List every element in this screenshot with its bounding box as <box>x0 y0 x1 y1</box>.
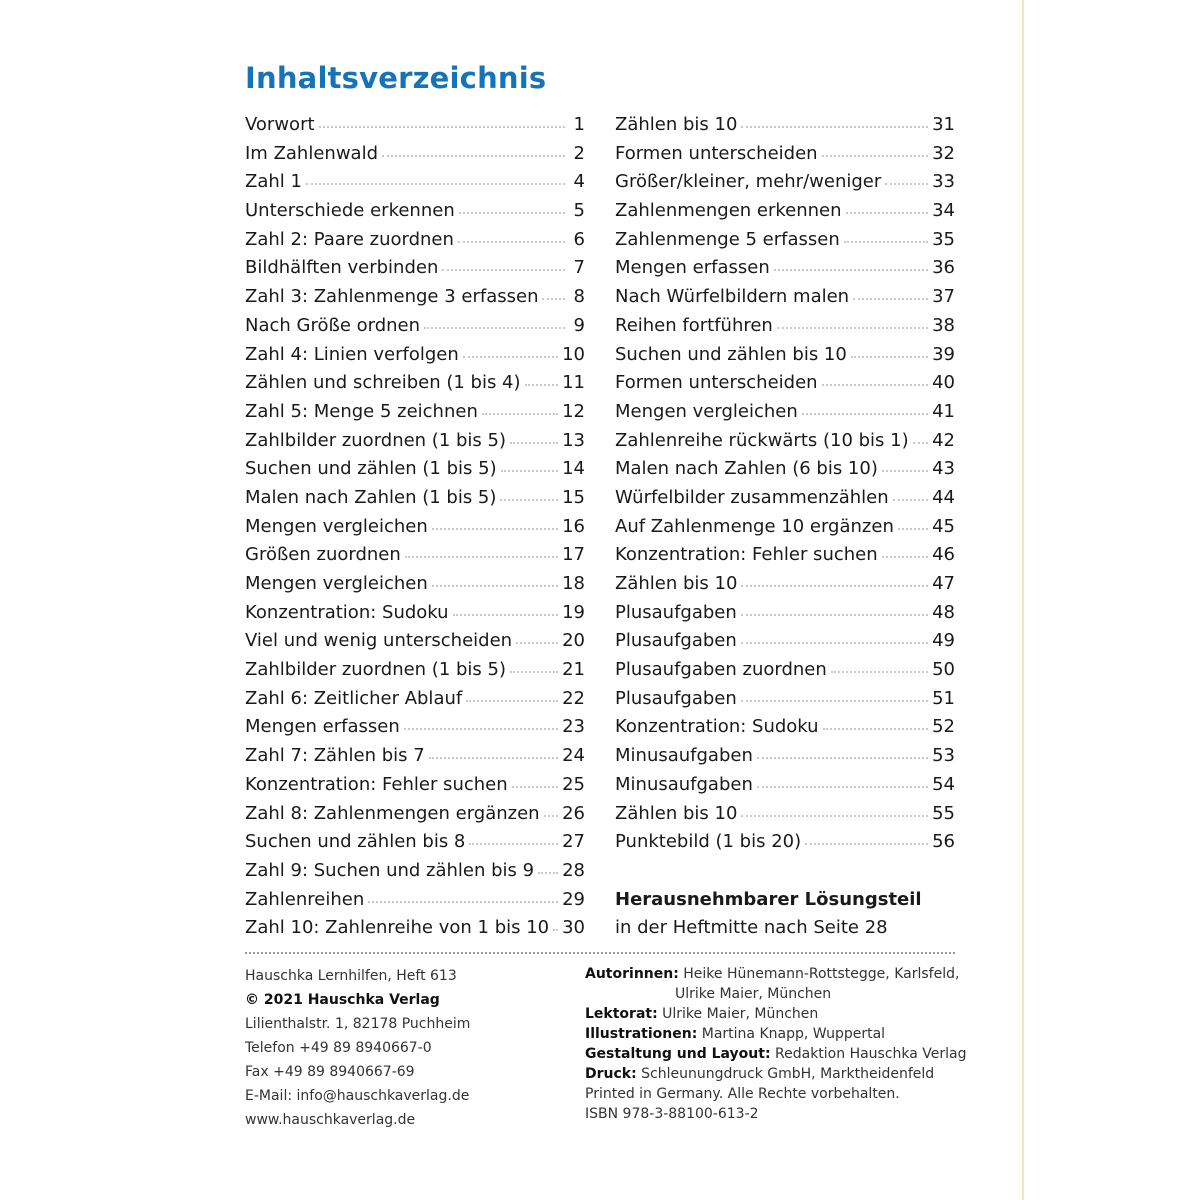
toc-leader-dots <box>757 756 928 759</box>
toc-column-right <box>615 114 955 946</box>
toc-leader-dots <box>525 383 559 386</box>
toc-entry-label: Konzentration: Fehler suchen <box>615 544 878 566</box>
toc-entry-label: Zahlbilder zuordnen (1 bis 5) <box>245 429 507 451</box>
toc-entry <box>245 372 585 401</box>
toc-entry-page: 1 <box>573 114 585 135</box>
toc-entry-page: 56 <box>932 831 955 853</box>
toc-leader-dots <box>741 125 928 128</box>
credits <box>585 964 967 1132</box>
toc-entry <box>245 745 585 774</box>
editor-key: Lektorat: <box>585 1005 658 1022</box>
toc-entry <box>245 229 585 258</box>
toc-entry <box>245 831 585 860</box>
solution-heading: Herausnehmbarer Lösungsteil <box>615 888 922 910</box>
toc-entry <box>615 659 955 688</box>
toc-entry-label: Bildhälften verbinden <box>245 257 439 279</box>
toc-entry-page: 28 <box>562 859 585 881</box>
toc-leader-dots <box>319 125 565 128</box>
toc-leader-dots <box>510 441 558 444</box>
toc-entry-page: 45 <box>932 515 955 537</box>
toc-entry-page: 17 <box>562 544 585 566</box>
toc-leader-dots <box>741 613 928 616</box>
toc-entry-label: Viel und wenig unterscheiden <box>245 630 513 652</box>
toc-entry-label: Mengen erfassen <box>615 257 770 279</box>
toc-entry-page: 29 <box>562 888 585 910</box>
toc-entry-page: 50 <box>932 659 955 681</box>
toc-leader-dots <box>382 154 565 157</box>
authors-value: Heike Hünemann-Rottstegge, Karlsfeld, <box>683 965 960 982</box>
toc-leader-dots <box>741 814 928 817</box>
toc-entry-page: 6 <box>573 228 585 250</box>
toc-leader-dots <box>500 498 558 501</box>
toc-entry-label: Größer/kleiner, mehr/weniger <box>615 171 882 193</box>
toc-entry-page: 8 <box>573 286 585 308</box>
toc-leader-dots <box>404 727 558 730</box>
toc-entry-page: 52 <box>932 716 955 738</box>
toc-entry-page: 54 <box>932 773 955 795</box>
toc-leader-dots <box>777 326 928 329</box>
toc-leader-dots <box>885 182 928 185</box>
toc-entry-label: Nach Würfelbildern malen <box>615 286 850 308</box>
toc-entry <box>615 745 955 774</box>
toc-entry-page: 4 <box>573 171 585 193</box>
toc-entry <box>615 430 955 459</box>
toc-entry <box>615 458 955 487</box>
toc-entry-label: Zählen bis 10 <box>615 802 738 824</box>
toc-entry <box>615 573 955 602</box>
toc-entry-page: 19 <box>562 601 585 623</box>
toc-leader-dots <box>463 355 558 358</box>
toc-leader-dots <box>757 785 928 788</box>
toc-leader-dots <box>469 842 558 845</box>
toc-entry-label: Zahl 10: Zahlenreihe von 1 bis 10 <box>245 917 550 939</box>
toc-entry-page: 46 <box>932 544 955 566</box>
toc-entry-page: 20 <box>562 630 585 652</box>
toc-entry-label: Malen nach Zahlen (6 bis 10) <box>615 458 878 480</box>
toc-entry <box>245 315 585 344</box>
toc-entry-label: Plusaufgaben <box>615 687 737 709</box>
toc-entry <box>615 315 955 344</box>
authors-key: Autorinnen: <box>585 965 679 982</box>
toc-leader-dots <box>851 355 928 358</box>
toc-entry-label: Zahl 9: Suchen und zählen bis 9 <box>245 859 535 881</box>
toc-entry-page: 35 <box>932 228 955 250</box>
toc-leader-dots <box>553 928 558 931</box>
toc-entry <box>245 716 585 745</box>
toc-leader-dots <box>510 670 558 673</box>
toc-entry <box>615 487 955 516</box>
toc-leader-dots <box>459 211 565 214</box>
toc-entry <box>615 516 955 545</box>
toc-leader-dots <box>822 383 929 386</box>
toc-entry-page: 24 <box>562 745 585 767</box>
toc-entry-label: Mengen vergleichen <box>245 515 428 537</box>
toc-entry <box>245 917 585 946</box>
toc-entry <box>245 659 585 688</box>
toc <box>245 114 955 946</box>
toc-entry-page: 48 <box>932 601 955 623</box>
toc-entry <box>245 171 585 200</box>
toc-entry <box>615 257 955 286</box>
toc-entry-page: 23 <box>562 716 585 738</box>
design-key: Gestaltung und Layout: <box>585 1045 771 1062</box>
toc-entry-label: Zahl 3: Zahlenmenge 3 erfassen <box>245 286 539 308</box>
toc-leader-dots <box>831 670 928 673</box>
toc-entry-page: 13 <box>562 429 585 451</box>
toc-leader-dots <box>512 785 558 788</box>
toc-leader-dots <box>805 842 928 845</box>
toc-entry-label: Im Zahlenwald <box>245 142 378 164</box>
address-line: Lilienthalstr. 1, 82178 Puchheim <box>245 1015 471 1032</box>
toc-entry-page: 22 <box>562 687 585 709</box>
toc-leader-dots <box>823 727 929 730</box>
toc-leader-dots <box>741 699 928 702</box>
print-value: Schleunungdruck GmbH, Marktheidenfeld <box>641 1065 935 1082</box>
toc-entry-page: 7 <box>573 257 585 279</box>
toc-entry-page: 15 <box>562 486 585 508</box>
toc-leader-dots <box>844 240 928 243</box>
toc-entry <box>615 344 955 373</box>
toc-entry-label: Würfelbilder zusammenzählen <box>615 486 889 508</box>
toc-entry <box>615 774 955 803</box>
toc-leader-dots <box>542 297 565 300</box>
toc-entry-page: 9 <box>573 314 585 336</box>
toc-leader-dots <box>442 268 565 271</box>
toc-entry-page: 11 <box>562 372 585 394</box>
toc-entry-label: Punktebild (1 bis 20) <box>615 831 802 853</box>
toc-entry-page: 16 <box>562 515 585 537</box>
toc-leader-dots <box>882 555 928 558</box>
toc-entry <box>245 200 585 229</box>
toc-leader-dots <box>501 469 558 472</box>
toc-leader-dots <box>822 154 929 157</box>
toc-entry-label: Zahl 5: Menge 5 zeichnen <box>245 400 478 422</box>
toc-leader-dots <box>544 814 559 817</box>
toc-entry-label: Suchen und zählen bis 8 <box>245 831 466 853</box>
toc-entry-label: Formen unterscheiden <box>615 372 818 394</box>
toc-entry <box>615 143 955 172</box>
toc-entry-label: Reihen fortführen <box>615 314 773 336</box>
toc-entry <box>615 688 955 717</box>
toc-entry <box>245 114 585 143</box>
toc-entry <box>245 344 585 373</box>
toc-entry <box>615 114 955 143</box>
toc-leader-dots <box>368 900 558 903</box>
toc-leader-dots <box>774 268 928 271</box>
toc-entry <box>615 372 955 401</box>
toc-leader-dots <box>466 699 558 702</box>
toc-entry-page: 5 <box>573 200 585 222</box>
toc-entry-page: 47 <box>932 573 955 594</box>
separator <box>245 952 955 954</box>
toc-leader-dots <box>741 641 928 644</box>
toc-leader-dots <box>424 326 565 329</box>
toc-entry <box>245 458 585 487</box>
authors-line-2: Ulrike Maier, München <box>675 985 832 1002</box>
solution-text: in der Heftmitte nach Seite 28 <box>615 917 888 939</box>
toc-entry-label: Mengen erfassen <box>245 716 400 738</box>
toc-entry-page: 51 <box>932 687 955 709</box>
toc-entry-page: 14 <box>562 458 585 480</box>
toc-entry-label: Zahlenreihe rückwärts (10 bis 1) <box>615 429 909 451</box>
toc-entry-page: 40 <box>932 372 955 394</box>
series-line: Hauschka Lernhilfen, Heft 613 <box>245 967 457 984</box>
toc-entry <box>615 286 955 315</box>
rights-line: Printed in Germany. Alle Rechte vorbehalten. <box>585 1085 900 1102</box>
toc-entry-label: Zahl 7: Zählen bis 7 <box>245 745 425 767</box>
toc-entry-label: Zählen und schreiben (1 bis 4) <box>245 372 521 394</box>
page-edge-line <box>1022 0 1024 1200</box>
toc-entry-label: Konzentration: Sudoku <box>245 601 449 623</box>
toc-entry-page: 36 <box>932 257 955 279</box>
illustrations-key: Illustrationen: <box>585 1025 698 1042</box>
print-key: Druck: <box>585 1065 637 1082</box>
toc-entry <box>245 143 585 172</box>
toc-entry-page: 38 <box>932 314 955 336</box>
toc-entry <box>245 803 585 832</box>
toc-entry <box>615 200 955 229</box>
toc-entry-page: 31 <box>932 114 955 135</box>
illustrations-value: Martina Knapp, Wuppertal <box>701 1025 886 1042</box>
toc-entry-label: Plusaufgaben <box>615 601 737 623</box>
toc-entry-page: 49 <box>932 630 955 652</box>
toc-entry <box>615 803 955 832</box>
toc-entry-label: Zahl 6: Zeitlicher Ablauf <box>245 687 463 709</box>
toc-entry-label: Zahlenmenge 5 erfassen <box>615 228 840 250</box>
toc-leader-dots <box>741 584 928 587</box>
toc-spacer <box>615 860 955 889</box>
toc-leader-dots <box>802 412 928 415</box>
toc-leader-dots <box>432 584 558 587</box>
toc-entry <box>615 831 955 860</box>
toc-entry-page: 42 <box>932 429 955 451</box>
imprint <box>245 964 967 1132</box>
toc-leader-dots <box>516 641 558 644</box>
toc-entry-label: Zahlenmengen erkennen <box>615 200 842 222</box>
toc-leader-dots <box>853 297 928 300</box>
page-title: Inhaltsverzeichnis <box>245 61 547 95</box>
toc-entry-label: Zahl 2: Paare zuordnen <box>245 228 454 250</box>
toc-leader-dots <box>893 498 928 501</box>
toc-entry-label: Auf Zahlenmenge 10 ergänzen <box>615 515 894 537</box>
authors-line <box>585 964 960 984</box>
website-line: www.hauschkaverlag.de <box>245 1111 416 1128</box>
toc-entry-label: Mengen vergleichen <box>245 573 428 594</box>
toc-entry-label: Mengen vergleichen <box>615 400 798 422</box>
fax-line: Fax +49 89 8940667-69 <box>245 1063 415 1080</box>
toc-entry-label: Zählen bis 10 <box>615 573 738 594</box>
toc-page <box>245 58 967 1132</box>
toc-entry-page: 34 <box>932 200 955 222</box>
toc-entry-label: Suchen und zählen bis 10 <box>615 343 847 365</box>
toc-entry-page: 41 <box>932 400 955 422</box>
toc-leader-dots <box>913 441 928 444</box>
toc-entry-page: 27 <box>562 831 585 853</box>
isbn-line: ISBN 978-3-88100-613-2 <box>585 1105 759 1122</box>
toc-entry-label: Nach Größe ordnen <box>245 314 421 336</box>
toc-entry-label: Plusaufgaben zuordnen <box>615 659 827 681</box>
toc-entry-label: Größen zuordnen <box>245 544 401 566</box>
toc-entry <box>245 860 585 889</box>
toc-entry <box>245 774 585 803</box>
toc-entry-page: 18 <box>562 573 585 594</box>
toc-entry-label: Malen nach Zahlen (1 bis 5) <box>245 486 497 508</box>
toc-entry <box>245 257 585 286</box>
toc-entry <box>615 630 955 659</box>
print-line <box>585 1064 955 1084</box>
toc-column-left <box>245 114 585 946</box>
phone-line: Telefon +49 89 8940667-0 <box>245 1039 432 1056</box>
design-value: Redaktion Hauschka Verlag <box>775 1045 967 1062</box>
toc-entry <box>615 229 955 258</box>
publisher-info <box>245 964 575 1132</box>
toc-leader-dots <box>405 555 558 558</box>
toc-entry <box>245 430 585 459</box>
toc-leader-dots <box>306 182 565 185</box>
toc-entry-label: Vorwort <box>245 114 315 135</box>
toc-entry <box>245 516 585 545</box>
copyright-line: © 2021 Hauschka Verlag <box>245 991 440 1008</box>
toc-entry-label: Minusaufgaben <box>615 745 753 767</box>
editor-line <box>585 1004 955 1024</box>
toc-entry-page: 2 <box>573 142 585 164</box>
toc-entry-label: Formen unterscheiden <box>615 142 818 164</box>
toc-entry <box>615 171 955 200</box>
toc-entry-label: Zahl 8: Zahlenmengen ergänzen <box>245 802 540 824</box>
design-line <box>585 1044 967 1064</box>
toc-entry-page: 25 <box>562 773 585 795</box>
toc-entry-page: 37 <box>932 286 955 308</box>
toc-entry-label: Zahlenreihen <box>245 888 365 910</box>
toc-entry-page: 21 <box>562 659 585 681</box>
toc-entry-page: 39 <box>932 343 955 365</box>
toc-entry-page: 30 <box>562 917 585 939</box>
illustrations-line <box>585 1024 955 1044</box>
toc-entry <box>245 286 585 315</box>
toc-entry-label: Zählen bis 10 <box>615 114 738 135</box>
toc-entry <box>245 889 585 918</box>
toc-entry-page: 53 <box>932 745 955 767</box>
toc-entry <box>245 688 585 717</box>
toc-entry-label: Konzentration: Fehler suchen <box>245 773 508 795</box>
toc-entry <box>245 401 585 430</box>
toc-entry <box>615 544 955 573</box>
toc-entry <box>245 630 585 659</box>
toc-entry-page: 12 <box>562 400 585 422</box>
toc-leader-dots <box>429 756 558 759</box>
toc-leader-dots <box>482 412 558 415</box>
toc-leader-dots <box>882 469 928 472</box>
toc-entry-page: 44 <box>932 486 955 508</box>
toc-leader-dots <box>453 613 559 616</box>
toc-entry <box>245 602 585 631</box>
toc-leader-dots <box>898 527 928 530</box>
toc-leader-dots <box>458 240 565 243</box>
toc-entry <box>245 544 585 573</box>
toc-entry-label: Unterschiede erkennen <box>245 200 455 222</box>
toc-entry <box>245 487 585 516</box>
toc-entry-label: Zahl 1 <box>245 171 302 193</box>
toc-entry-page: 43 <box>932 458 955 480</box>
toc-entry-page: 55 <box>932 802 955 824</box>
toc-leader-dots <box>538 871 558 874</box>
toc-entry-label: Minusaufgaben <box>615 773 753 795</box>
toc-entry-page: 33 <box>932 171 955 193</box>
editor-value: Ulrike Maier, München <box>662 1005 819 1022</box>
toc-leader-dots <box>432 527 558 530</box>
email-line: E-Mail: info@hauschkaverlag.de <box>245 1087 470 1104</box>
toc-entry <box>615 602 955 631</box>
toc-entry-label: Zahl 4: Linien verfolgen <box>245 343 459 365</box>
toc-entry-label: Suchen und zählen (1 bis 5) <box>245 458 497 480</box>
toc-entry-page: 10 <box>562 343 585 365</box>
toc-entry-page: 32 <box>932 142 955 164</box>
toc-leader-dots <box>846 211 929 214</box>
toc-entry <box>615 401 955 430</box>
toc-entry <box>245 573 585 602</box>
toc-entry-label: Konzentration: Sudoku <box>615 716 819 738</box>
toc-entry-label: Plusaufgaben <box>615 630 737 652</box>
toc-entry-label: Zahlbilder zuordnen (1 bis 5) <box>245 659 507 681</box>
toc-entry <box>615 716 955 745</box>
toc-entry-page: 26 <box>562 802 585 824</box>
